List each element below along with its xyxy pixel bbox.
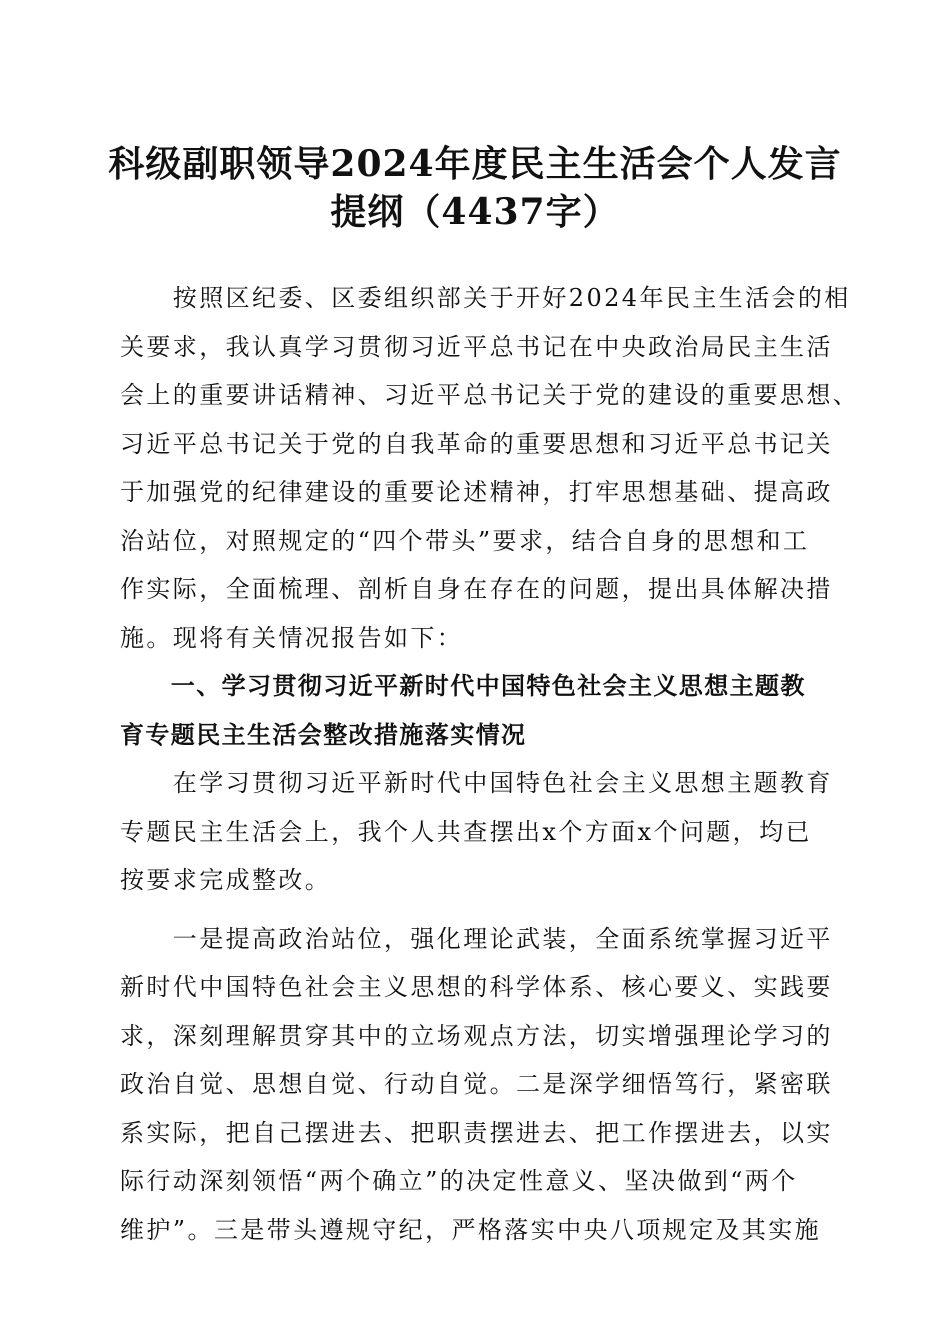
heading-line: 育专题民主生活会整改措施落实情况 [120, 720, 527, 749]
title-line-1: 科级副职领导2024年度民主生活会个人发言 [108, 143, 842, 185]
heading-line: 一、学习贯彻习近平新时代中国特色社会主义思想主题教 [120, 672, 806, 700]
text-line: 关要求，我认真学习贯彻习近平总书记在中央政治局民主生活 [120, 332, 833, 361]
text-line: 施。现将有关情况报告如下： [120, 623, 464, 652]
text-line: 维护”。三是带头遵规守纪，严格落实中央八项规定及其实施 [120, 1215, 822, 1244]
text-line: 治站位，对照规定的“四个带头”要求，结合自身的思想和工 [120, 526, 810, 555]
text-line: 于加强党的纪律建设的重要论述精神，打牢思想基础、提高政 [120, 478, 833, 506]
text-line: 习近平总书记关于党的自我革命的重要思想和习近平总书记关 [120, 429, 833, 458]
document-body [120, 274, 860, 1254]
text-line: 会上的重要讲话精神、习近平总书记关于党的建设的重要思想、 [120, 381, 860, 409]
text-line: 际行动深刻领悟“两个确立”的决定性意义、坚决做到“两个 [120, 1167, 798, 1195]
document-title [100, 140, 850, 236]
paragraph-gap [120, 905, 820, 915]
text-line: 新时代中国特色社会主义思想的科学体系、核心要义、实践要 [120, 973, 833, 1001]
text-line: 在学习贯彻习近平新时代中国特色社会主义思想主题教育 [120, 769, 833, 797]
text-line: 按要求完成整改。 [120, 866, 332, 894]
paragraph-summary [120, 759, 833, 905]
paragraph-measures [120, 915, 833, 1255]
text-line: 按照区纪委、区委组织部关于开好2024年民主生活会的相 [120, 284, 851, 312]
text-line: 作实际，全面梳理、剖析自身在存在的问题，提出具体解决措 [120, 575, 833, 603]
text-line: 求，深刻理解贯穿其中的立场观点方法，切实增强理论学习的 [120, 1021, 833, 1050]
text-line: 专题民主生活会上，我个人共查摆出x个方面x个问题，均已 [120, 817, 812, 846]
text-line: 一是提高政治站位，强化理论武装，全面系统掌握习近平 [120, 924, 833, 953]
text-line: 政治自觉、思想自觉、行动自觉。二是深学细悟笃行，紧密联 [120, 1070, 833, 1098]
section-heading-1 [120, 662, 820, 759]
title-line-2: 提纲（4437字） [330, 191, 620, 233]
text-line: 系实际，把自己摆进去、把职责摆进去、把工作摆进去，以实 [120, 1118, 833, 1147]
paragraph-intro [120, 274, 860, 662]
